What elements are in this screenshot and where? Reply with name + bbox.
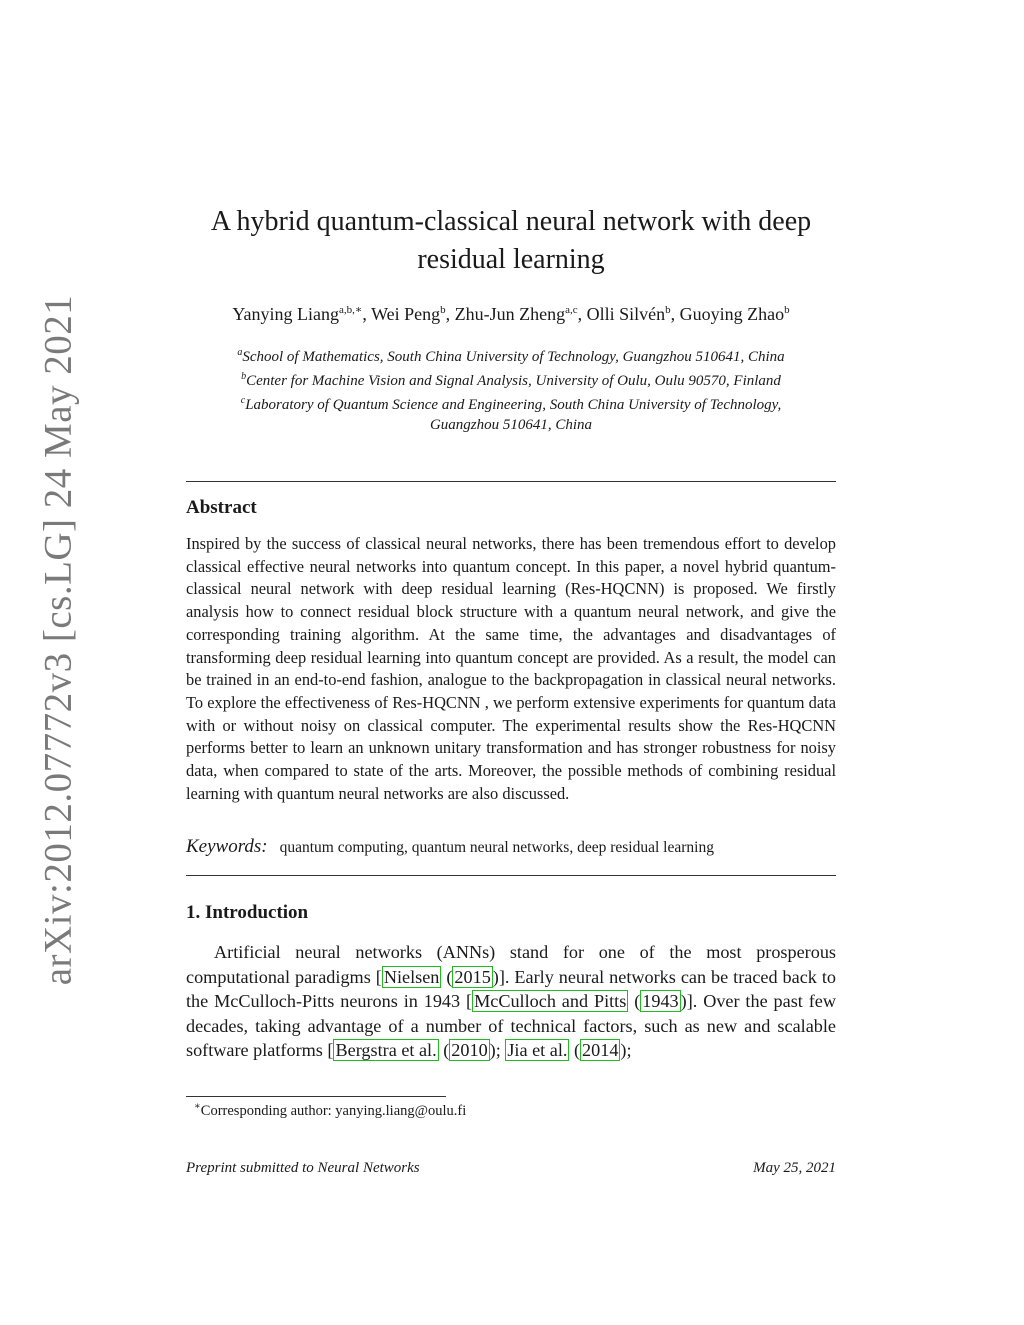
affiliation — [170, 415, 852, 435]
citation-link[interactable]: McCulloch and Pitts — [474, 991, 627, 1011]
citation-link[interactable]: Nielsen — [383, 966, 440, 987]
affiliation-mark: b — [241, 371, 247, 382]
affiliation — [170, 343, 852, 367]
introduction-paragraph — [186, 940, 836, 1063]
citation-year-link[interactable]: 2010 — [451, 1040, 488, 1060]
author-affil-mark: a,b,∗ — [339, 304, 363, 316]
intro-text: ( — [628, 991, 641, 1011]
citation-year-link[interactable]: 1943 — [642, 991, 679, 1011]
footnote-mark: ∗ — [194, 1101, 201, 1112]
intro-text: )]. Early neural networks can be traced back to the McCulloch-Pitts neurons in 1943 [ — [186, 966, 836, 1011]
author-affil-mark: a,c — [565, 304, 578, 316]
footer-date: May 25, 2021 — [753, 1160, 836, 1176]
intro-text: ); — [620, 1040, 632, 1060]
intro-text: )]. Over the past few decades, taking advantage of a number of technical factors, such as new and scalable software platforms [ — [186, 991, 836, 1060]
abstract-heading: Abstract — [186, 497, 257, 518]
affiliation-mark: c — [240, 395, 246, 406]
author-name: Olli Silvén — [586, 304, 666, 324]
intro-text: ( — [441, 966, 453, 987]
affiliation-text: School of Mathematics, South China University of Technology, Guangzhou 510641, China — [242, 349, 785, 365]
affiliation — [170, 367, 852, 391]
intro-text: Artificial neural networks (ANNs) stand for one of the most prosperous computational paradigms [ — [186, 942, 836, 987]
affiliation-text: Laboratory of Quantum Science and Engineering, South China University of Technology, — [245, 397, 782, 413]
author-name: Yanying Liang — [232, 304, 340, 324]
citation-year-link[interactable]: 2015 — [454, 966, 491, 987]
intro-text: ( — [438, 1040, 450, 1060]
citation-year-link[interactable]: 2014 — [582, 1040, 619, 1060]
author-name: Zhu-Jun Zheng — [454, 304, 566, 324]
paper-title — [186, 203, 836, 279]
footnote-text: Corresponding author: yanying.liang@oulu.fi — [200, 1102, 467, 1119]
affiliation-text: Center for Machine Vision and Signal Analysis, University of Oulu, Oulu 90570, Finland — [246, 373, 781, 389]
author-affil-mark: b — [784, 304, 790, 316]
keywords-label: Keywords: — [186, 836, 268, 857]
footer-journal: Preprint submitted to Neural Networks — [186, 1160, 420, 1176]
author-name: Guoying Zhao — [679, 304, 785, 324]
affiliations — [170, 343, 852, 435]
affiliation — [170, 391, 852, 415]
arxiv-identifier[interactable]: arXiv:2012.07772v3 [cs.LG] 24 May 2021 — [36, 294, 80, 986]
footnote — [186, 1101, 466, 1120]
keywords — [186, 836, 836, 858]
keywords-text: quantum computing, quantum neural networks, deep residual learning — [279, 839, 714, 856]
author-affil-mark: b — [665, 304, 671, 316]
title-line-2: residual learning — [417, 244, 605, 275]
affiliation-text: Guangzhou 510641, China — [429, 417, 593, 433]
intro-text: ( — [569, 1040, 581, 1060]
abstract-bottom-rule — [186, 875, 836, 876]
affiliation-mark: a — [237, 347, 243, 358]
footnote-rule — [186, 1096, 446, 1097]
intro-text: ); — [489, 1040, 506, 1060]
section-heading-introduction: 1. Introduction — [186, 902, 309, 923]
abstract-text: Inspired by the success of classical neural networks, there has been tremendous effort to develop classical effective neural networks into quantum concept. In this paper, a novel hybrid quantum-classical neural network with deep residual learning (Res-HQCNN) is proposed. We firstly analysis how to connect residual block structure with a quantum neural network, and give the corresponding training algorithm. At the same time, the advantages and disadvantages of transforming deep residual learning into quantum concept are provided. As a result, the model can be trained in an end-to-end fashion, analogue to the backpropagation in classical neural networks. To explore the effectiveness of Res-HQCNN , we perform extensive experiments for quantum data with or without noisy on classical computer. The experimental results show the Res-HQCNN performs better to learn an unknown unitary transformation and has stronger robustness for noisy data, when compared to state of the arts. Moreover, the possible methods of combining residual learning with quantum neural networks are also discussed. — [186, 534, 836, 803]
title-line-1: A hybrid quantum-classical neural network with deep — [210, 206, 812, 237]
citation-link[interactable]: Bergstra et al. — [335, 1040, 437, 1060]
citation-link[interactable]: Jia et al. — [507, 1040, 568, 1060]
abstract-top-rule — [186, 481, 836, 482]
author-affil-mark: b — [440, 304, 446, 316]
author-list: Yanying Liang$^{a,b,∗}$, Wei Peng$^b$, Zhu-Jun Zheng$^{a,c}$, Olli Silvén$^b$, Guoying Zhao$^b$ — [232, 304, 790, 324]
author-name: Wei Peng — [371, 304, 441, 324]
